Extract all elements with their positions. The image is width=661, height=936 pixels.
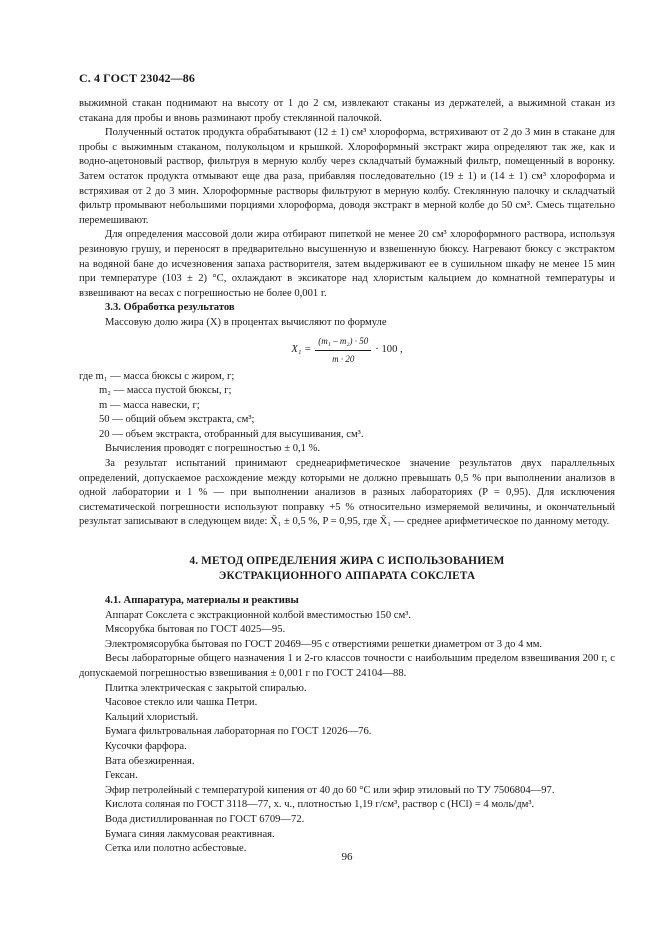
subheading-results: 3.3. Обработка результатов	[105, 302, 235, 314]
equipment-item: Эфир петролейный с температурой кипения от 40 до 60 °С или эфир этиловый по ТУ 7506804—97.	[105, 784, 555, 796]
equipment-item: Электромясорубка бытовая по ГОСТ 20469—95 с отверстиями решетки диаметром от 3 до 4 мм.	[105, 638, 543, 650]
section-4-title	[79, 554, 615, 584]
paragraph-precision: Вычисления проводят с погрешностью ± 0,1 %.	[105, 443, 321, 455]
equipment-item: Гексан.	[105, 770, 138, 782]
equipment-item: Бумага синяя лакмусовая реактивная.	[105, 828, 275, 840]
equipment-item: Вата обезжиренная.	[105, 755, 195, 767]
fat-formula	[79, 333, 615, 369]
formula-legend	[79, 370, 615, 443]
page-header: С. 4 ГОСТ 23042—86	[79, 71, 195, 85]
equipment-item: Вода дистиллированная по ГОСТ 6709—72.	[105, 813, 305, 825]
equipment-item: Часовое стекло или чашка Петри.	[105, 697, 258, 709]
formula-numerator: (m₁ – m₂) · 50	[315, 334, 371, 351]
equipment-item: Мясорубка бытовая по ГОСТ 4025—95.	[105, 624, 286, 636]
paragraph-chloroform-extraction: Полученный остаток продукта обрабатывают (12 ± 1) см³ хлороформа, встряхивают от 2 до 3 мин в стакане для пробы с выжимным стаканом, полукольцом и крышкой. Хлороформный экстракт жира определяют так же, как и водно-ацетоновый раствор, фильтруя в мерную колбу через складчатый бумажный фильтр, помещенный в воронку. Затем остаток продукта отмывают еще два раза, прибавляя последовательно (19 ± 1) и (14 ± 1) см³ хлороформа и встряхивая от 2 до 3 мин. Хлороформные растворы фильтруют в мерную колбу. Стеклянную палочку и складчатый фильтр промывают небольшими порциями хлороформа, доводя экстракт в мерной колбе до 50 см³. Смесь тщательно перемешивают.	[79, 127, 615, 226]
equipment-item: Кислота соляная по ГОСТ 3118—77, х. ч., плотностью 1,19 г/см³, раствор с (HCl) = 4 моль/дм³.	[105, 799, 535, 811]
equipment-item: Сетка или полотно асбестовые.	[105, 843, 247, 855]
legend-item: m₂ — масса пустой бюксы, г;	[99, 385, 232, 397]
subheading-equipment: 4.1. Аппаратура, материалы и реактивы	[105, 595, 299, 607]
page-number: 96	[341, 851, 353, 863]
legend-item: где m₁ — масса бюксы с жиром, г;	[79, 370, 235, 382]
formula-rhs: · 100 ,	[375, 344, 403, 356]
paragraph-formula-intro: Массовую долю жира (X) в процентах вычисляют по формуле	[105, 316, 387, 328]
equipment-item: Весы лабораторные общего назначения 1 и 2-го классов точности с наибольшим пределом взвешивания 200 г, с допускаемой погрешностью взвешивания ± 0,001 г по ГОСТ 24104—88.	[79, 653, 615, 679]
paragraph-continuation: выжимной стакан поднимают на высоту от 1 до 2 см, извлекают стаканы из держателей, а выжимной стакан из стакана для пробы и вновь разминают пробу стеклянной палочкой.	[79, 98, 615, 124]
paragraph-result: За результат испытаний принимают среднеарифметическое значение результатов двух параллельных определений, допускаемое расхождение между которыми не должно превышать 0,5 % при выполнении анализов в одной лаборатории и 1 % — при выполнении анализов в разных лабораториях (P = 0,95). Для исключения систематической погрешности используют поправку +5 % относительно измеряемой величины, и окончательный результат записывают в следующем виде: X̄₁ ± 0,5 %, P = 0,95, где X̄₁ — среднее арифметическое по данному методу.	[79, 458, 615, 528]
legend-item: 50 — общий объем экстракта, см³;	[99, 414, 255, 426]
formula-denominator: m · 20	[332, 354, 355, 364]
formula-fraction	[315, 334, 371, 366]
equipment-item: Бумага фильтровальная лабораторная по ГОСТ 12026—76.	[105, 726, 372, 738]
document-body	[79, 97, 615, 857]
equipment-item: Плитка электрическая с закрытой спиралью.	[105, 682, 307, 694]
section-title-line: 4. МЕТОД ОПРЕДЕЛЕНИЯ ЖИРА С ИСПОЛЬЗОВАНИЕМ	[189, 555, 505, 568]
legend-item: 20 — объем экстракта, отобранный для высушивания, см³.	[99, 428, 364, 440]
formula-lhs: X₁ =	[291, 344, 312, 356]
equipment-item: Аппарат Сокслета с экстракционной колбой вместимостью 150 см³.	[105, 609, 412, 621]
equipment-item: Кусочки фарфора.	[105, 740, 187, 752]
equipment-item: Кальций хлористый.	[105, 711, 199, 723]
legend-item: m — масса навески, г;	[99, 399, 200, 411]
section-title-line: ЭКСТРАКЦИОННОГО АППАРАТА СОКСЛЕТА	[218, 570, 476, 583]
paragraph-fat-determination: Для определения массовой доли жира отбирают пипеткой не менее 20 см³ хлороформного раствора, используя резиновую грушу, и переносят в предварительно высушенную и взвешенную бюксу. Нагревают бюксу с экстрактом на водяной бане до исчезновения запаха растворителя, затем выдерживают ее в сушильном шкафу не менее 15 мин при температуре (103 ± 2) °С, охлаждают в эксикаторе над хлористым кальцием до комнатной температуры и взвешивают на весах с погрешностью не более 0,001 г.	[79, 229, 615, 299]
